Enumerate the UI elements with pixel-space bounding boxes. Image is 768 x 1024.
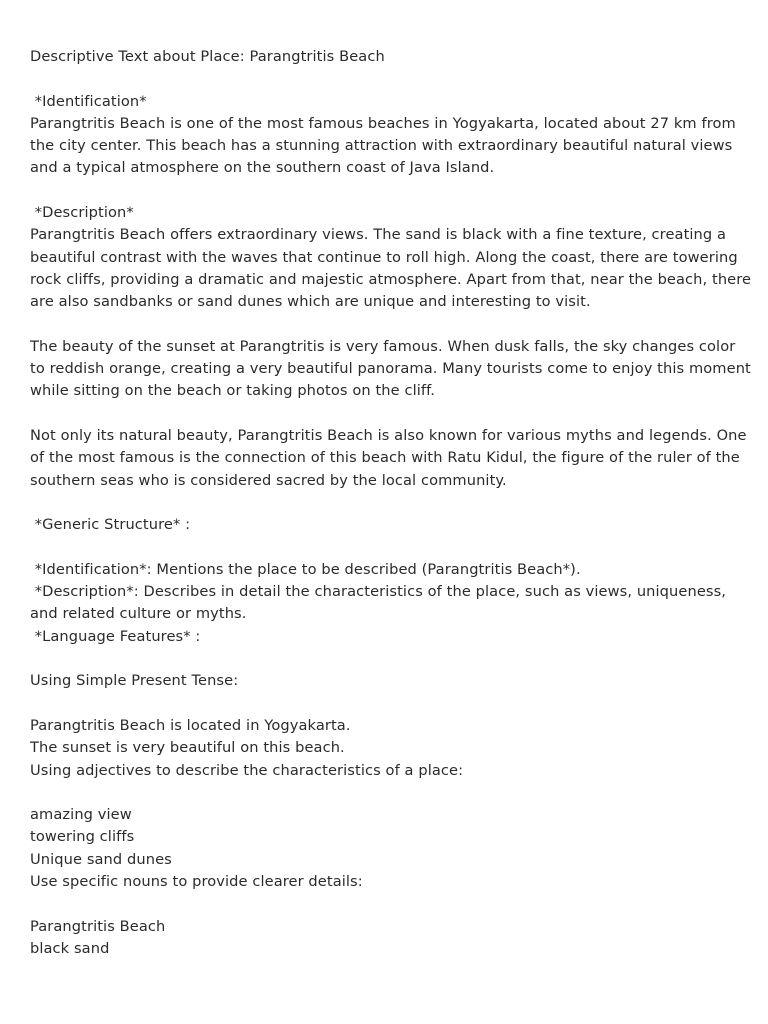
identification-line: Parangtritis Beach is one of the most famous beaches in Yogyakarta, located about 27 km from xyxy=(30,114,736,132)
structure-description-line: *Description*: Describes in detail the characteristics of the place, such as views, uniqueness, xyxy=(30,583,727,601)
adjective-example: amazing view xyxy=(30,806,132,824)
present-tense-heading: Using Simple Present Tense: xyxy=(30,672,239,690)
description-paragraph xyxy=(30,224,752,313)
spacer xyxy=(30,492,742,514)
generic-structure-heading: *Generic Structure* : xyxy=(30,516,191,534)
structure-identification: *Identification*: Mentions the place to be described (Parangtritis Beach*). xyxy=(30,560,581,578)
document-title: Descriptive Text about Place: Parangtritis Beach xyxy=(30,48,385,65)
myth-line: southern seas who is considered sacred by the local community. xyxy=(30,471,507,489)
language-features-heading: *Language Features* : xyxy=(30,627,201,645)
identification-heading: *Identification* xyxy=(30,92,147,110)
description-line: are also sandbanks or sand dunes which are unique and interesting to visit. xyxy=(30,293,591,311)
spacer xyxy=(30,180,742,202)
spacer xyxy=(30,537,742,559)
present-tense-example: Parangtritis Beach is located in Yogyakarta. xyxy=(30,716,351,734)
identification-line: and a typical atmosphere on the southern coast of Java Island. xyxy=(30,159,495,177)
sunset-paragraph xyxy=(30,336,751,403)
adjectives-heading: Using adjectives to describe the characteristics of a place: xyxy=(30,761,464,779)
spacer xyxy=(30,893,742,915)
spacer xyxy=(30,782,742,804)
adjective-example: towering cliffs xyxy=(30,828,135,846)
spacer xyxy=(30,648,742,670)
sunset-line: while sitting on the beach or taking photos on the cliff. xyxy=(30,382,436,400)
description-line: rock cliffs, providing a dramatic and majestic atmosphere. Apart from that, near the beach, there xyxy=(30,270,752,288)
nouns-heading: Use specific nouns to provide clearer details: xyxy=(30,872,363,890)
myth-line: Not only its natural beauty, Parangtritis Beach is also known for various myths and legends. One xyxy=(30,427,747,445)
noun-example: black sand xyxy=(30,939,110,957)
description-heading: *Description* xyxy=(30,204,134,222)
spacer xyxy=(30,403,742,425)
spacer xyxy=(30,68,742,90)
adjective-example: Unique sand dunes xyxy=(30,850,172,868)
sunset-line: to reddish orange, creating a very beautiful panorama. Many tourists come to enjoy this moment xyxy=(30,360,751,378)
noun-example: Parangtritis Beach xyxy=(30,917,166,935)
description-line: beautiful contrast with the waves that continue to roll high. Along the coast, there are towering xyxy=(30,248,738,266)
identification-paragraph xyxy=(30,113,742,180)
sunset-line: The beauty of the sunset at Parangtritis is very famous. When dusk falls, the sky changes color xyxy=(30,337,736,355)
document-body xyxy=(30,46,752,960)
spacer xyxy=(30,314,742,336)
myth-line: of the most famous is the connection of this beach with Ratu Kidul, the figure of the ruler of the xyxy=(30,449,740,467)
identification-line: the city center. This beach has a stunning attraction with extraordinary beautiful natural views xyxy=(30,137,733,155)
description-line: Parangtritis Beach offers extraordinary views. The sand is black with a fine texture, creating a xyxy=(30,226,727,244)
myth-paragraph xyxy=(30,425,747,492)
spacer xyxy=(30,693,742,715)
structure-description-line: and related culture or myths. xyxy=(30,605,247,623)
present-tense-example: The sunset is very beautiful on this beach. xyxy=(30,739,345,757)
